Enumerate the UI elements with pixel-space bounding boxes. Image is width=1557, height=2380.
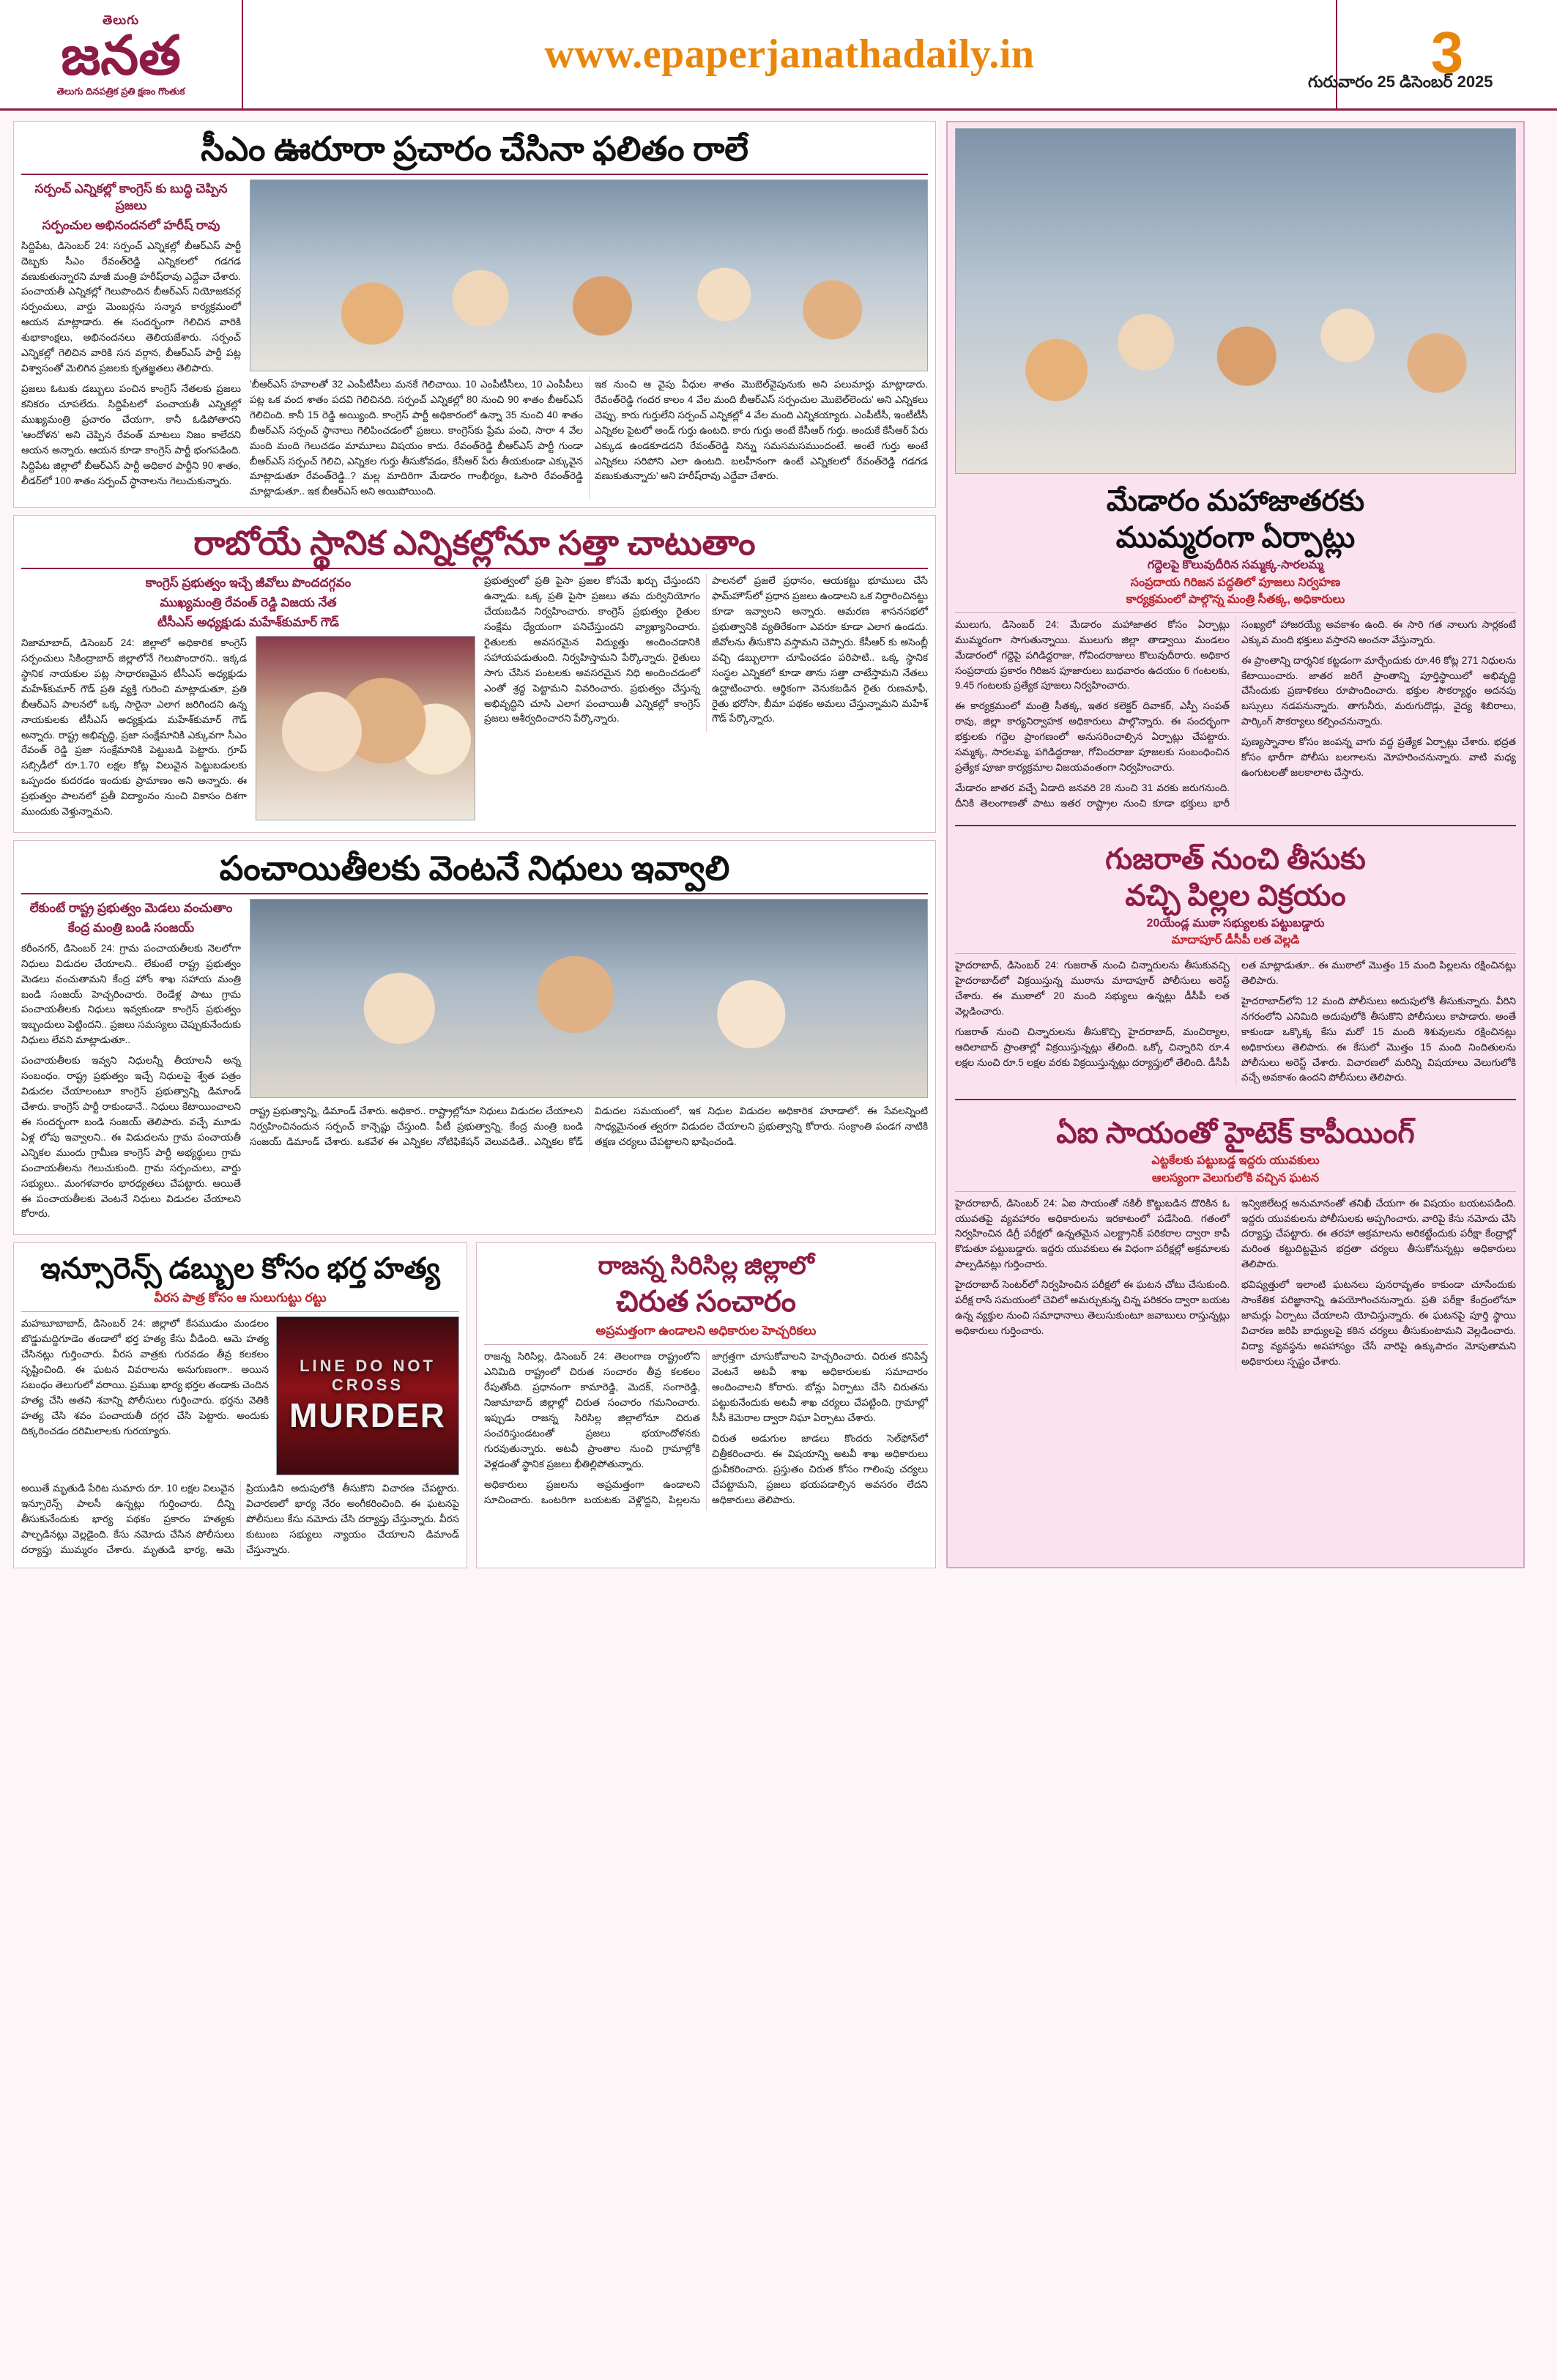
fourth-headline: ఇన్సూరెన్స్ డబ్బుల కోసం భర్త హత్య [40,1252,440,1286]
second-right [484,574,928,825]
article-third [13,840,936,1235]
left-column [13,121,936,1568]
divider [955,1099,1516,1100]
fifth-para-1: రాజన్న సిరిసిల్ల, డిసెంబర్ 24: తెలంగాణ రాష్ట్రంలోని ఎనిమిది రాష్ట్రంలో చిరుత సంచారం తీవ్ర కలకలం రేపుతోంది. ప్రధానంగా కామారెడ్డి, మెదక్, సంగారెడ్డి, నిజామాబాద్ జిల్లాల్లో చిరుత సంచారం గమనించారు. ఇప్పుడు రాజన్న సిరిసిల్ల జిల్లాలోనూ చిరుత సంచరిస్తుండటంతో ప్రజలు భయాందోళనకు గురవుతున్నారు. అటవీ ప్రాంతాల నుంచి గ్రామాల్లోకి వెళ్లడంతో స్థానిక ప్రజలు భీతిల్లిపోతున్నారు. [484,1351,700,1469]
fifth-para-2: అధికారులు ప్రజలను అప్రమత్తంగా ఉండాలని సూచించారు. ఒంటరిగా బయటకు వెళ్లొద్దని, పిల్లలను జాగ్రత్తగా చూసుకోవాలని హెచ్చరించారు. చిరుత కనిపిస్తే వెంటనే అటవీ శాఖ అధికారులకు సమాచారం అందించాలని కోరారు. బోన్లు ఏర్పాటు చేసి చిరుతను పట్టుకునేందుకు అటవీ శాఖ చర్యలు చేపట్టింది. గ్రామాల్లో సీసీ కెమెరాల ద్వారా నిఘా ఏర్పాటు చేశారు. [484,1351,928,1505]
medaram-subhead-1: గద్దెలపై కొలువుదీరిన సమ్మక్క-సారలమ్మ [1147,559,1324,571]
gujarat-subhead-2: మాదాపూర్ డీసీపీ లత వెల్లడి [1171,934,1300,947]
gujarat-para-3: హైదరాబాద్‌లోని 12 మంది పోలీసులు అదుపులోకి తీసుకున్నారు. వీరిని నగరంలోని ఎనిమిది అదుపులోకి తీసుకొని పోలీసులు కాపాడారు. అంతే కాకుండా ఒక్కొక్క కేసు మరో 15 మంది శిశువులను రక్షించినట్లు అధికారులు తెలిపారు. ఈ కేసులో మొత్తం 15 మంది నిందితులను పోలీసులు అరెస్ట్ చేశారు. విచారణలో మరిన్ని విషయాలు వెలుగులోకి వచ్చే అవకాశం ఉందని పోలీసులు తెలిపారు. [1241,995,1516,1083]
medaram-headline-line2: ముమ్మరంగా ఏర్పాట్లు [1115,521,1356,554]
publication-date: గురువారం 25 డిసెంబర్ 2025 [1308,73,1493,91]
fourth-para-2: అయితే మృతుడి పేరిట సుమారు రూ. 10 లక్షల విలువైన ఇన్సూరెన్స్ పాలసీ ఉన్నట్లు గుర్తించారు. దీన్ని తీసుకునేందుకు భార్య పథకం ప్రకారం హత్యకు పాల్పడినట్లు వెల్లడైంది. కేసు నమోదు చేసిన పోలీసులు దర్యాప్తు ముమ్మరం చేశారు. మృతుడి భార్య, ఆమె ప్రియుడిని అదుపులోకి తీసుకొని విచారణ చేపట్టారు. విచారణలో భార్య నేరం అంగీకరించింది. ఈ ఘటనపై పోలీసులు కేసు నమోదు చేసి దర్యాప్తు చేస్తున్నారు. వీరస కుటుంబ సభ్యులు న్యాయం చేయాలని డిమాండ్ చేస్తున్నారు. [21,1483,459,1556]
medaram-para-2: ఈ కార్యక్రమంలో మంత్రి సీతక్క, ఇతర కలెక్టర్ దివాకర్, ఎస్పీ సంపత్ రావు, జిల్లా కార్యనిర్వాహక అధికారులు పాల్గొన్నారు. ఈ సందర్భంగా భక్తులకు గద్దెల ప్రాంగణంలో అనుసరించాల్సిన ఏర్పాట్లు చేపట్టారు. సమ్మక్క, సారలమ్మ, పగిడిద్దరాజు, గోవిందరాజు పూజలకు సంబంధించిన ప్రత్యేక పూజా కార్యక్రమాల విజయవంతంగా నిర్వహించారు. [955,700,1230,774]
article-lead [13,121,936,508]
third-left [21,899,241,1227]
lead-para-1: సిద్దిపేట, డిసెంబర్ 24: సర్పంచ్ ఎన్నికల్లో బీఆర్ఎస్ పార్టీ దెబ్బకు సీఎం రేవంత్‌రెడ్డి ఎన్నికలలో గడగడ వణుకుతున్నారని మాజీ మంత్రి హరీష్‌రావు ఎద్దేవా చేశారు. పంచాయతీ ఎన్నికల్లో గెలుపొందిన బీఆర్ఎస్ నియోజకవర్గ సర్పంచులు, వార్డు మెంబర్లను సన్మాన కార్యక్రమంలో ఆయన మాట్లాడారు. ఈ సందర్భంగా గెలిచిన వారికి శుభాకాంక్షలు, అభినందనలు తెలియజేశారు. సర్పంచ్ ఎన్నికల్లో గెలిచిన వారికి సన వర్గాన, బీఆర్ఎస్ పార్టీ పట్ల విశ్వాసంతో మెలిగిన ప్రజలకు కృతజ్ఞతలు తెలిపారు. [21,240,241,374]
article-ai-copying [955,1113,1516,1369]
website-url[interactable]: www.epaperjanathadaily.in [544,31,1035,77]
second-subhead-2: ముఖ్యమంత్రి రేవంత్ రెడ్డి విజయ నేత [160,596,337,610]
gujarat-headline-line1: గుజరాత్ నుంచి తీసుకు [1105,842,1366,875]
second-para-3: పాలనలో ప్రజలే ప్రధానం, ఆయకట్టు భూములు చేసే ఫామ్‌హౌస్‌లో ప్రధాన ప్రజలు ఉండాలని ఒక నిర్ధారించినట్టు కూడా ఇవ్వాలని అన్నారు. ఆమరణ శాసనసభలో ప్రభుత్వానికి వ్యతిరేకంగా ఎవరూ కూడా ఎలాగ ఉండదు. జీవోలను తీసుకొని వస్తామని చెప్పారు. కేసీఆర్ కు అసెంబ్లీ వచ్చి డబ్బులాగా చూపించడం పరిపాటి.. ఒక్క స్థానిక సంస్థల ఎన్నికలో కూడా తాను సత్తా చాటేస్తామని నేతలు ఉద్ఘాటించారు. ఆర్థికంగా వెనుకబడిన రైతు రుణమాఫీ, రైతు భరోసా, బీమా పథకం అమలు చేస్తున్నామని మహేశ్ గౌడ్ పేర్కొన్నారు. [712,575,928,724]
gujarat-para-1: హైదరాబాద్, డిసెంబర్ 24: గుజరాత్ నుంచి చిన్నారులను తీసుకువచ్చి హైదరాబాద్‌లో విక్రయిస్తున్న ముఠాను మాదాపూర్ పోలీసులు అరెస్ట్ చేశారు. ఈ ముఠాలో 20 మంది సభ్యులు ఉన్నట్లు డీసీపీ లత వెల్లడించారు. [955,960,1230,1017]
third-para-2: పంచాయతీలకు ఇవ్వని నిధులన్నీ తీయాలనీ అన్న సంబంధం. రాష్ట్ర ప్రభుత్వం ఇచ్చే నిధులపై శ్వేత పత్రం విడుదల చేయాలంటూ కాంగ్రెస్ ప్రభుత్వాన్ని డిమాండ్ చేశారు. కాంగ్రెస్ పార్టీ రాకుండానే.. నిధులు కేటాయించాలని ఈ సందర్భంగా బండి సంజయ్ తెలిపారు. వచ్చే మూడు ఏళ్ల లోపు ఇవ్వాలని.. ఈ విడుదలను గ్రామ పంచాయతీ ఎన్నికల ముందు గ్రామీణ కాంగ్రెస్ పార్టీ అభ్యర్థులు గ్రామ పంచాయతీలను గెలుచుకుంది. గ్రామ సర్పంచులు, వార్డు సభ్యులు.. మంగళవారం భారధ్యతలు చేపట్టారు. ఆయితే ఈ పంచాయతీలకు వెంటనే నిధులు విడుదల చేయాలని కోరారు. [21,1055,241,1220]
divider [21,174,928,175]
ai-para-2: హైదరాబాద్ సెంటర్‌లో నిర్వహించిన పరీక్షలో ఈ ఘటన చోటు చేసుకుంది. పరీక్ష రాసే సమయంలో చెవిలో అమర్చుకున్న చిన్న పరికరం ద్వారా బయట ఉన్న వ్యక్తుల నుంచి సమాధానాలు తెలుసుకుంటూ జవాబులు రాస్తున్నట్లు అధికారులు గుర్తించారు. [955,1279,1230,1336]
medaram-para-1: ములుగు, డిసెంబర్ 24: మేడారం మహాజాతర కోసం ఏర్పాట్లు ముమ్మరంగా సాగుతున్నాయి. ములుగు జిల్లా తాడ్వాయి మండలం మేడారంలో గద్దెపై పగిడిద్దరాజు, గోవిందరాజులు కొలువుదీరారు. అధికార సంప్రదాయ ప్రకారం గిరిజన పూజారులు బుధవారం ఉదయం 6 గంటలకు, 9.45 గంటలకు ప్రత్యేక పూజలు నిర్వహించారు. [955,618,1230,692]
medaram-para-3: మేడారం జాతర వచ్చే ఏడాది జనవరి 28 నుంచి 31 వరకు జరుగనుంది. దీనికి తెలంగాణతో పాటు ఇతర రాష్ట్రాల నుంచి కూడా భక్తులు భారీ సంఖ్యలో హాజరయ్యే అవకాశం ఉంది. ఈ సారి గత నాలుగు సార్లకంటే ఎక్కువ మంది భక్తులు వస్తారని అంచనా వేస్తున్నారు. [955,618,1516,809]
article-fourth [13,1242,467,1568]
third-right [250,899,928,1227]
lead-para-3: 'బీఆర్ఎస్ హవాలతో 32 ఎంపీటీసీలు మనకే గెలిచాయి. 10 ఎంపీటీసీలు, 10 ఎంపీపీలు పట్ల ఒక వంద శాతం పదవి గెలిచినది. సర్పంచ్ ఎన్నికల్లో 80 నుంచి 90 శాతం బీఆర్ఎస్ గెలిచింది. కానీ 15 రెడ్డి అయ్యింది. కాంగ్రెస్ పార్టీ అధికారంలో ఉన్నా 35 నుంచి 40 శాతం బీఆర్ఎస్ సర్పంచ్ స్థానాలు గెలిపించడంలో ప్రజలు. కాంగ్రెస్‌కు ప్రేమ పంచి, సారా 4 వేల మంది మంది గెలుచడం మామూలు విషయం కాదు. రేవంత్‌రెడ్డి బీఆర్ఎస్ పార్టీ గుండా బీఆర్ఎస్ సర్పంచ్ గెలిచి, ఎన్నికల గుర్తు తీసుకోవడం, కేసీఆర్ పేరు తీయకుండా ఎక్కువైన మాట్లాడుతూ రేవంత్‌రెడ్డి..? మల్ల మాదిరిగా మేడారం గాంభీర్యం, ఓసారి రేవంత్‌రెడ్డి మాట్లాడుతూ.. ఇక బీఆర్ఎస్ అని అయిపోయింది. [250,378,583,497]
page-content [0,111,1557,1582]
fifth-headline-line2: చిరుత సంచారం [616,1285,796,1319]
divider [955,1191,1516,1192]
third-headline: పంచాయితీలకు వెంటనే నిధులు ఇవ్వాలి [219,850,730,888]
crime-tape-text: LINE DO NOT CROSS [300,1356,436,1395]
lead-headline: సీఎం ఊరూరా ప్రచారం చేసినా ఫలితం రాలే [201,130,748,168]
divider [21,893,928,894]
medaram-crowd-photo [955,128,1516,474]
logo-title: జనత [61,26,181,87]
second-para-1: నిజామాబాద్, డిసెంబర్ 24: జిల్లాలో అధికారిక కాంగ్రెస్ సర్పంచులు సికింద్రాబాద్ జిల్లాలోనే గెలుపొందారని.. ఇక్కడ స్థానిక నాయకుల పట్ల సాధారణమైన టీసీఎస్ అధ్యక్షుడు మహేశ్‌కుమార్ గౌడ్ ప్రతి వ్యక్తి గురించి మాట్లాడుతూ, ప్రతి బీఆర్ఎస్ పాలనలో ఒక్క సారైనా ఎలాగ జరిగిందని ఉన్న నాయకులకు టీసీఎస్ అధ్యక్షుడు మహేశ్‌కుమార్ గౌడ్ అన్నారు. రాష్ట్ర అభివృద్ధి, ప్రజా సంక్షేమానికి ఎక్కువగా సీఎం రేవంత్ రెడ్డి ప్రజా సంక్షేమానికి పెట్టుబడి పెట్టారు. గ్రూప్ సబ్సిడీలో రూ.1.70 లక్షల కోట్ల విలువైన పెట్టుబడులకు ఒప్పందం కుదరడం ఇందుకు ప్రామాణం అని అన్నారు. ఈ ప్రభుత్వం పాలనలో ప్రతీ విద్యాంనం నుంచి వికాసం దిశగా ముందుకు వెళ్తున్నామని. [21,637,247,818]
ai-subhead-1: ఎట్టకేలకు పట్టుబడ్డ ఇద్దరు యువకులు [1151,1154,1320,1168]
murder-word: MURDER [289,1395,446,1434]
second-left [21,574,475,825]
logo-top-text: తెలుగు [103,13,139,28]
lead-subhead-1: సర్పంచ్ ఎన్నికల్లో కాంగ్రెస్ కు బుద్ధి చెప్పిన ప్రజలు [34,181,228,212]
lead-left-col [21,179,241,500]
article-second [13,515,936,833]
divider [21,568,928,569]
medaram-para-4: ఈ ప్రాంతాన్ని దార్శనిక కట్టడంగా మార్చేందుకు రూ.46 కోట్ల 271 నిధులను కేటాయించారు. జాతర జరిగే ప్రాంతాన్ని పూర్తిస్థాయిలో అభివృద్ధి చేసేందుకు ప్రణాళికలు రూపొందించారు. భక్తుల సౌకర్యార్థం అదనపు బస్సులు నడపనున్నారు. తాగునీరు, మరుగుదొడ్లు, వైద్య శిబిరాలు, పార్కింగ్ సౌకర్యాలు కల్పించనున్నారు. [1241,654,1516,727]
article-gujarat-children [955,839,1516,1086]
third-subhead-1: లేకుంటే రాష్ట్ర ప్రభుత్వం మెడలు వంచుతాం [29,900,233,915]
divider [955,612,1516,613]
ai-para-4: భవిష్యత్తులో ఇలాంటి ఘటనలు పునరావృతం కాకుండా చూసేందుకు సాంకేతిక పరిజ్ఞానాన్ని ఉపయోగించనున్నారు. ప్రతి పరీక్షా కేంద్రంలోనూ జామర్లు ఏర్పాటు చేయాలని యోచిస్తున్నారు. ఈ ఘటనపై పూర్తి స్థాయి విచారణ జరిపి బాధ్యులపై కఠిన చర్యలు తీసుకుంటామని వెల్లడించారు. విద్యా వ్యవస్థను అపహాస్యం చేసే వారిపై ఉక్కుపాదం మోపుతామని అధికారులు స్పష్టం చేశారు. [1241,1279,1516,1367]
divider [955,953,1516,954]
masthead-center [242,0,1337,108]
gujarat-headline-line2: వచ్చి పిల్లల విక్రయం [1125,878,1346,912]
murder-photo [276,1316,459,1475]
article-fifth [476,1242,936,1568]
article-medaram [955,481,1516,812]
third-photo-felicitation [250,899,928,1098]
third-subhead-2: కేంద్ర మంత్రి బండి సంజయ్ [67,920,195,935]
second-headline: రాబోయే స్థానిక ఎన్నికల్లోనూ సత్తా చాటుతాం [193,524,756,563]
bottom-row [13,1242,936,1568]
medaram-subhead-3: కార్యక్రమంలో పాల్గొన్న మంత్రి సీతక్క, అధికారులు [1126,593,1345,607]
ai-subhead-2: ఆలస్యంగా వెలుగులోకి వచ్చిన ఘటన [1151,1172,1320,1185]
divider [484,1344,928,1345]
gujarat-para-2: గుజరాత్ నుంచి చిన్నారులను తీసుకొచ్చి హైదరాబాద్, మంచిర్యాల, ఆదిలాబాద్ ప్రాంతాల్లో విక్రయిస్తున్నట్లు తేలింది. ఒక్కో చిన్నారిని రూ.4 లక్షల నుంచి రూ.5 లక్షల వరకు విక్రయిస్తున్నట్లు దర్యాప్తులో తేలింది. డీసీపీ లత మాట్లాడుతూ.. ఈ ముఠాలో మొత్తం 15 మంది పిల్లలను రక్షించినట్లు తెలిపారు. [955,960,1516,1068]
divider [21,1311,459,1312]
second-subhead-1: కాంగ్రెస్ ప్రభుత్వం ఇచ్చే జీవోలు పొందదగ్గవం [145,576,352,590]
gujarat-subhead-1: 20యేండ్ల ముఠా సభ్యులకు పట్టుబడ్డారు [1146,916,1325,930]
third-para-1: కరీంనగర్, డిసెంబర్ 24: గ్రామ పంచాయతీలకు నెలలోగా నిధులు విడుదల చేయాలని.. లేకుంటే రాష్ట్ర ప్రభుత్వం మెడలు వంచుతామని కేంద్ర హోం శాఖ సహాయ మంత్రి బండి సంజయ్ హెచ్చరించారు. రెండేళ్ల పాటు గ్రామ పంచాయతీలకు నిధులు ఇవ్వకుండా కాంగ్రెస్ ప్రభుత్వం ఇబ్బందులు పెట్టిందని.. ప్రజలు సమస్యలు చెప్పుకునేందుకు నిధులు లేవని మాట్లాడుతూ.. [21,942,241,1046]
second-photo-leaders-speech [256,636,475,820]
ai-para-1: హైదరాబాద్, డిసెంబర్ 24: ఏఐ సాయంతో నకిలీ కొట్టుబడిన దొరికిన ఓ యువతపై వ్యవహారం అధికారులను ఇరకాటంలో పడేసింది. గతంలో నిర్వహించిన డిగ్రీ పరీక్షలో ఉన్నతమైన ఎలక్ట్రానిక్ పరికరాల ద్వారా కాపీ కొడుతూ పట్టుబడ్డారు. ఇద్దరు యువకులు ఈ విధంగా పరీక్షల్లో అక్రమాలకు పాల్పడినట్లు గుర్తించారు. [955,1197,1230,1270]
medaram-headline-line1: మేడారం మహాజాతరకు [1106,484,1365,517]
lead-photo-congress-leaders [250,179,928,371]
medaram-subhead-2: సంప్రదాయ గిరిజన పద్ధతిలో పూజలు నిర్వహణ [1130,576,1341,589]
fourth-para-1: మహబూబాబాద్, డిసెంబర్ 24: జిల్లాలో కేసముడుం మండలం బొడ్డుమద్దిగూడెం తండాలో భర్త హత్య కేసు వీడింది. ఆమె హత్య చేసినట్లు గుర్తించారు. వీరస వాత్రకు గురవడం తీవ్ర కలకలం సృష్టించింది. ఈ ఘటన వివరాలను అనుగుణంగా.. అయిన సబంధం తెలుగులో వరాయి. ప్రముఖ భార్య భర్తల తండాకు చెందిన హత్య చేసి అతని శవాన్ని పోలీసులు గుర్తించారు. భర్తను వెతికి హత్య చేసి శవం పంచాయతీ దగ్గర చేసి పెట్టారు. అందుకు దిక్కరించడం దరిమిలాలకు గురయ్యారు. [21,1318,269,1436]
lead-para-2: ప్రజలు ఓటుకు డబ్బులు పంచిన కాంగ్రెస్ నేతలకు ప్రజలు కనికరం చూపలేదు. సిద్దిపేటలో పంచాయతీ ఎన్నికల్లో ముఖ్యమంత్రి ప్రచారం చేయగా, కానీ ఓడిపోతారని 'ఆందోళన' అని చెప్పిన రేవంత్ మాటలు నిజం కాలేదని ఆయన అన్నారు. ఆయన కూడా కాంగ్రెస్ పార్టీ భంగపడింది. సిద్దిపేట జిల్లాలో బీఆర్ఎస్ పార్టీ అధికార పార్టీని 90 శాతం, లీడర్‌లో 100 శాతం సర్పంచ్ స్థానాలను గెలుచుకున్నారు. [21,383,241,486]
right-column [946,121,1525,1568]
second-subhead-3: టీసీఎస్ అధ్యక్షుడు మహేశ్‌కుమార్ గౌడ్ [157,615,339,630]
logo-tagline: తెలుగు దినపత్రిక ప్రతి క్షణం గొంతుక [56,85,185,97]
fifth-headline-line1: రాజన్న సిరిసిల్ల జిల్లాలో [598,1253,814,1280]
lead-para-4: ఇక నుంచి ఆ వైపు వీధుల శాతం మొబెల్‌వైపునుకు అని పలుమార్లు మాట్లాడారు. రేవంత్‌రెడ్డి గందర కాలం 4 వేల మంది బీఆర్ఎస్ సర్పంచుల మొబెల్‌లెందు' అని ఎన్నికలు చెప్పు. కారు గుర్తులేని సర్పంచ్ ఎన్నికల్లో 4 వేల మంది ఎన్నికయ్యారు. ఎంపీటీసీ, ఇంటీటీసీ ఎన్నికల పైటలో అండ్ గుర్తు ఉంటది. కారు గుర్తు అంటే కేసీఆర్ గుర్తు. అందుకే కేసీఆర్ పేరు ఎక్కుడ ఉండకూడదని రేవంత్‌రెడ్డి నిన్ను సమసమసముందంటే. అంటే గుర్తు అంటే ఎన్నికలు సరిపోని ఎలా ఉంటది. బలహీనంగా ఉంటే ఎన్నికలలో రేవంత్‌రెడ్డి గడగడ వణుకుతున్నారు' అని హరీష్‌రావు ఎద్దేవా చేశారు. [595,378,928,482]
fourth-subhead: వీరస పాత్ర కోసం ఆ సులుగుట్టు రట్టు [154,1291,327,1305]
masthead-right [1308,0,1557,108]
ai-para-3: ఇన్విజిలేటర్ల అనుమానంతో తనిఖీ చేయగా ఈ విషయం బయటపడింది. ఇద్దరు యువకులను పోలీసులకు అప్పగించారు. వారిపై కేసు నమోదు చేసి దర్యాప్తు చేపట్టారు. ఈ తరహా అక్రమాలను అరికట్టేందుకు పరీక్షా కేంద్రాల్లో మరింత కట్టుదిట్టమైన భద్రతా చర్యలు తీసుకోనున్నట్లు అధికారులు తెలిపారు. [1241,1197,1516,1270]
third-para-3: రాష్ట్ర ప్రభుత్వాన్ని, డిమాండ్ చేశారు. అధికార.. రాష్ట్రాల్లోనూ నిధులు విడుదల చేయాలని నిర్వహించినందున సర్పంచ్ కాన్సెప్టు చేస్తుంది. పీటీ ప్రభుత్వాన్ని, కేంద్ర మంత్రి బండి సంజయ్ డిమాండ్ చేశారు. ఒకవేళ ఈ ఎన్నికల నోటిఫికేషన్ వెలువడితే.. ఎన్నికల కోడ్ విడుదల సమయంలో, ఇక నిధుల విడుదల అధికారిక హూడాలో. ఈ సేవలన్నింటి సాధ్యమైనంత త్వరగా విడుదల చేయాలని ప్రభుత్వాన్ని కోరారు. సంక్రాంతి పండగ నాటికి తక్షణ చర్యలు చేపట్టాలని భాషించండి. [250,1105,928,1147]
medaram-para-5: పుణ్యస్నానాల కోసం జంపన్న వాగు వద్ద ప్రత్యేక ఏర్పాట్లు చేశారు. భద్రత కోసం భారీగా పోలీసు బలగాలను మోహరించనున్నారు. వాటి మధ్య ఉంగుటలతో జలకాలాట చేస్తారు. [1241,736,1516,779]
lead-subhead-2: సర్పంచుల అభినందనలో హరీష్ రావు [42,218,220,232]
fifth-subhead: అప్రమత్తంగా ఉండాలని అధికారుల హెచ్చరికలు [595,1324,817,1338]
lead-photo-wrap [250,179,928,500]
page-number: 3 [1430,20,1464,85]
masthead-logo[interactable] [0,0,242,108]
fifth-para-3: చిరుత అడుగుల జాడలు కొందరు సెల్‌ఫోన్‌లో చిత్రీకరించారు. ఈ విషయాన్ని అటవీ శాఖ అధికారులు ధ్రువీకరించారు. ప్రస్తుతం చిరుత కోసం గాలింపు చర్యలు చేపట్టామని, ప్రజలు భయపడాల్సిన అవసరం లేదని అధికారులు తెలిపారు. [712,1433,928,1505]
masthead [0,0,1557,111]
second-para-2: ప్రభుత్వంలో ప్రతి పైసా ప్రజల కోసమే ఖర్చు చేస్తుందని ఉన్నాడు. ఒక్క ప్రతి పైసా ప్రజలు తమ దుర్వినియోగం చేయబడిన నిర్వహించారు. కాంగ్రెస్ ప్రభుత్వం రైతుల సంక్షేమ ధ్యేయంగా పనిచేస్తుందని వ్యాఖ్యానించారు. రైతులకు అవసరమైన విద్యుత్తు అందించడానికి సహాయపడుతుంది. నిర్వహిస్తామని పేర్కొన్నారు. రైతులు సాగు చేసిన పంటలకు అవసరమైన నిధి అందించడంలో ఎంతో శ్రద్ధ పెట్టామని వివరించారు. ప్రభుత్వం చేస్తున్న అభివృద్ధిని చూసి ఎలాగ పంచాయితీ ఎన్నికల్లో కాంగ్రెస్ ప్రజలు ఆశీర్వదించారని పేర్కొన్నారు. [484,575,700,724]
divider [955,825,1516,826]
ai-headline: ఏఐ సాయంతో హైటెక్ కాపీయింగ్ [1056,1116,1415,1150]
